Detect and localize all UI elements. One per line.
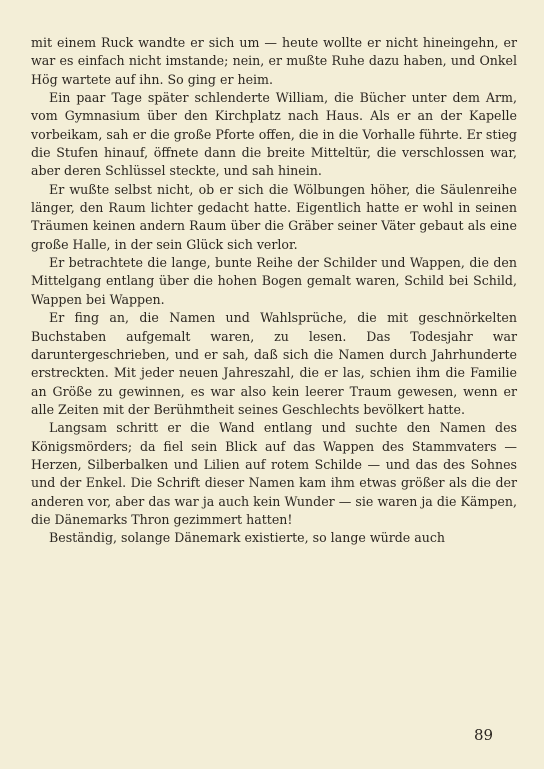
paragraph-1: mit einem Ruck wandte er sich um — heute wollte er nicht hineingehn, er war es einfach nicht imstande; nein, er mußte Ruhe dazu haben, und Onkel Hög wartete auf ihn. So ging er heim. bbox=[31, 35, 517, 87]
paragraph-4: Er betrachtete die lange, bunte Reihe der Schilder und Wappen, die den Mittelgang entlang über die hohen Bogen gemalt waren, Schild bei Schild, Wappen bei Wappen. bbox=[31, 255, 517, 307]
paragraph-2: Ein paar Tage später schlenderte William, die Bücher unter dem Arm, vom Gymnasium über den Kirchplatz nach Haus. Als er an der Kapelle vorbeikam, sah er die große Pforte offen, die in die Vorhalle führte. Er stieg die Stufen hinauf, öffnete dann die breite Mitteltür, die verschlossen war, aber deren Schlüssel steckte, und sah hinein. bbox=[31, 90, 517, 179]
page-number: 89 bbox=[474, 726, 494, 744]
paragraph-3: Er wußte selbst nicht, ob er sich die Wölbungen höher, die Säulenreihe länger, den Raum lichter gedacht hatte. Eigentlich hatte er wohl in seinen Träumen keinen andern Raum über die Gräber seiner Väter gebaut als eine große Halle, in der sein Glück sich verlor. bbox=[31, 181, 517, 252]
paragraph-6: Langsam schritt er die Wand entlang und suchte den Namen des Königsmörders; da fiel sein Blick auf das Wappen des Stammvaters — Herzen, Silberbalken und Lilien auf rotem Schilde — und das des Sohnes und der Enkel. Die Schrift dieser Namen kam ihm etwas größer als die der anderen vor, aber das war ja auch kein Wunder — sie waren ja die Kämpen, die Dänemarks Thron gezimmert hatten! bbox=[31, 420, 517, 527]
paragraph-7: Beständig, solange Dänemark existierte, so lange würde auch bbox=[49, 530, 446, 546]
body-text bbox=[31, 34, 517, 548]
paragraph-5: Er fing an, die Namen und Wahlsprüche, die mit geschnörkelten Buchstaben aufgemalt waren, zu lesen. Das Todesjahr war daruntergeschrieben, und er sah, daß sich die Namen durch Jahrhunderte erstreckten. Mit jeder neuen Jahreszahl, die er las, schien ihm die Familie an Größe zu gewinnen, es war also kein leerer Traum gewesen, wenn er alle Zeiten mit der Berühmtheit seines Geschlechts bevölkert hatte. bbox=[31, 310, 517, 417]
